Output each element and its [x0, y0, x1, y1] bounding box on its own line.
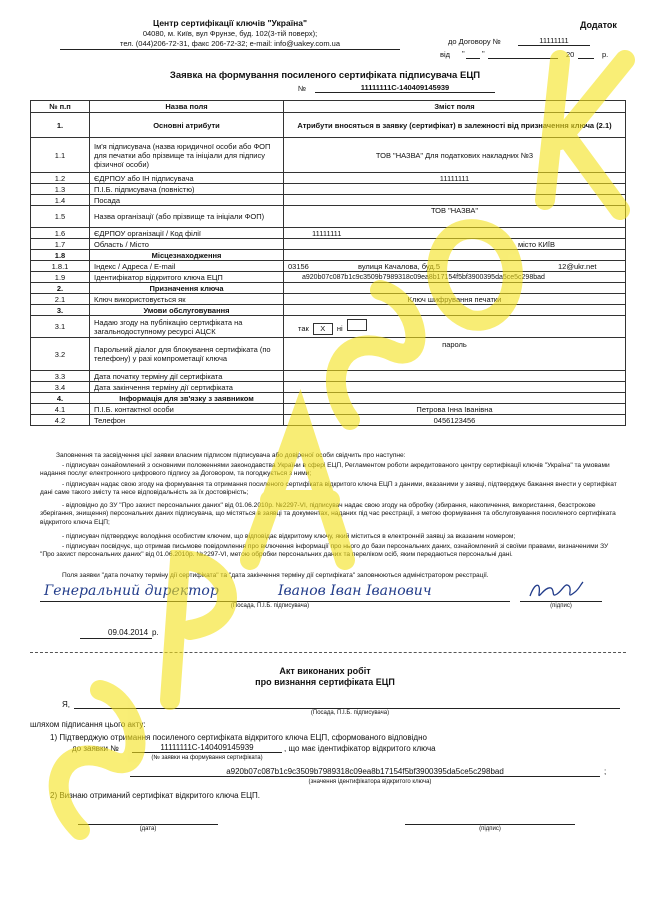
row-value — [284, 250, 626, 261]
row-value: 11111111 — [284, 173, 626, 184]
paragraph-intro: Заповнення та засвідчення цієї заявки власним підписом підписувача або довіреної особи свідчить про наступне: — [56, 452, 406, 459]
act-sign-line — [405, 824, 575, 825]
sign-line — [520, 601, 602, 602]
row-name: Ім'я підписувача (назва юридичної особи або ФОП для печатки або прізвище та ініціали для підпису фізичної особи) — [90, 138, 284, 173]
row-name: Область / Місто — [90, 239, 284, 250]
row-value: Ключ шифрування печатки — [284, 294, 626, 305]
row-num: 1.8.1 — [31, 261, 90, 272]
application-no-label: № — [298, 84, 307, 93]
table-row — [31, 272, 626, 283]
row-num: 1.5 — [31, 206, 90, 228]
signer-line — [40, 601, 510, 602]
row-name: Індекс / Адреса / E-mail — [90, 261, 284, 272]
table-row — [31, 415, 626, 426]
date-line — [80, 638, 152, 639]
row-value — [284, 316, 626, 338]
row-num: 1.9 — [31, 272, 90, 283]
act-application-number: 11111111С-140409145939 — [132, 743, 282, 753]
row-name: Дата закінчення терміну дії сертифіката — [90, 382, 284, 393]
date-month-line — [488, 50, 558, 59]
contract-number: 11111111 — [518, 36, 590, 46]
table-row — [31, 113, 626, 138]
year-suffix: р. — [602, 50, 609, 59]
table-row — [31, 305, 626, 316]
tear-line — [30, 652, 626, 653]
row-num: 4.1 — [31, 404, 90, 415]
row-value: пароль — [284, 338, 626, 371]
year-label: 20 — [566, 50, 575, 59]
row-value: ТОВ "НАЗВА" — [284, 206, 626, 228]
table-row — [31, 261, 626, 272]
act-ya-label: Я, — [62, 700, 70, 709]
row-name: ЄДРПОУ організації / Код філії — [90, 228, 284, 239]
row-name: Інформація для зв'язку з заявником — [90, 393, 284, 404]
paragraph-5: - підписувач посвідчує, що отримав письмове повідомлення про включення інформації про нього до бази персональних даних, ознайомлений зі своїми правами, визначеними ЗУ "Про захист персональних даних" від 01.06.2010р. №2297-VI, метою обробки персональних даних та переліком осіб, яким передаються персональні дані. — [40, 543, 609, 559]
application-number: 11111111С-140409145939 — [315, 83, 495, 93]
row-name: Місцезнаходження — [90, 250, 284, 261]
table-row — [31, 294, 626, 305]
row-name: П.І.Б. підписувача (повністю) — [90, 184, 284, 195]
row-name: Надаю згоду на публікацію сертифіката на загальнодоступному ресурсі АЦСК — [90, 316, 284, 338]
row-num: 4.2 — [31, 415, 90, 426]
act-date-line — [78, 824, 218, 825]
row-name: Призначення ключа — [90, 283, 284, 294]
consent-no-checkbox[interactable] — [347, 319, 367, 331]
row-num: 2.1 — [31, 294, 90, 305]
act-intro: шляхом підписання цього акту: — [30, 720, 146, 729]
street-address: вулиця Качалова, буд.5 — [358, 261, 440, 271]
handwritten-name: Іванов Іван Іванович — [278, 583, 432, 599]
head-value: Зміст поля — [284, 101, 626, 113]
signature-date: 09.04.2014 — [108, 628, 149, 637]
consent-yes-checkbox[interactable]: X — [313, 323, 333, 335]
paragraph-2: - підписувач надає свою згоду на формування та отримання посиленого сертифіката відкритого ключа ЕЦП з даними, вказаними у заявці, підтверджує бажання внести у сертифікат дані саме такого змісту та несе відповідальність за їх достовірність; — [40, 481, 617, 497]
row-num: 1.7 — [31, 239, 90, 250]
paragraph-3: - відповідно до ЗУ "Про захист персональних даних" від 01.06.2010р. №2297-VI, підписувач надає свою згоду на обробку (збирання, накопичення, використання, безстрокове зберігання, знищення) персональних даних підписувача, що містяться в заявці та документах, наданих під час реєстрації, з метою формування та обслуговування посиленого сертифіката відкритого ключа ЕЦП; — [40, 502, 616, 526]
date-suffix: р. — [152, 628, 159, 637]
table-row — [31, 371, 626, 382]
table-row — [31, 283, 626, 294]
row-num: 1.1 — [31, 138, 90, 173]
handwritten-position: Генеральний директор — [44, 583, 219, 599]
act-item1-b: до заявки № — [72, 744, 119, 753]
center-address: 04080, м. Київ, вул Фрунзе, буд. 102(3-тій поверх); — [142, 29, 318, 38]
row-num: 4. — [31, 393, 90, 404]
table-row — [31, 206, 626, 228]
row-num: 3. — [31, 305, 90, 316]
row-num: 3.3 — [31, 371, 90, 382]
head-name: Назва поля — [90, 101, 284, 113]
act-sign-caption: (підпис) — [479, 826, 501, 832]
row-value — [284, 305, 626, 316]
document-title: Заявка на формування посиленого сертифіката підписувача ЕЦП — [169, 70, 481, 81]
row-name: Ідентифікатор відкритого ключа ЕЦП — [90, 272, 284, 283]
row-num: 1. — [31, 113, 90, 138]
paragraph-6: Поля заявки "дата початку терміну дії сертифіката" та "дата закінчення терміну дії сертифіката" заповнюються адміністратором реєстрації. — [62, 572, 489, 579]
wm-letter-shape — [59, 690, 136, 830]
row-name: ЄДРПОУ або ІН підписувача — [90, 173, 284, 184]
date-quote-close: " — [482, 49, 485, 58]
wm-letter — [90, 779, 91, 781]
act-item1-a: 1) Підтверджую отримання посиленого сертифіката відкритого ключа ЕЦП, сформованого відповідно — [50, 733, 427, 742]
act-title-2: про визнання сертифіката ЕЦП — [255, 677, 395, 687]
row-value: Петрова Інна Іванівна — [284, 404, 626, 415]
table-row — [31, 338, 626, 371]
row-value — [284, 371, 626, 382]
table-row — [31, 239, 626, 250]
consent-no-label: ні — [336, 324, 343, 333]
contract-label: до Договору № — [448, 37, 501, 46]
appendix-label: Додаток — [580, 20, 617, 30]
consent-yes-label: так — [298, 324, 309, 333]
application-table — [30, 100, 626, 426]
row-num: 1.6 — [31, 228, 90, 239]
table-row — [31, 138, 626, 173]
row-num: 1.8 — [31, 250, 90, 261]
row-value — [284, 261, 626, 272]
row-num: 1.3 — [31, 184, 90, 195]
table-row — [31, 316, 626, 338]
table-row — [31, 382, 626, 393]
date-from-label: від — [440, 50, 451, 59]
row-name: Дата початку терміну дії сертифіката — [90, 371, 284, 382]
row-name: Посада — [90, 195, 284, 206]
row-value — [284, 382, 626, 393]
table-row — [31, 393, 626, 404]
postal-index: 03156 — [288, 261, 309, 271]
date-day-line — [466, 50, 480, 59]
act-ya-line — [74, 708, 620, 709]
center-contacts: тел. (044)206-72-31, факс 206-72-32; e-mail: info@uakey.com.ua — [60, 39, 400, 50]
row-value — [284, 195, 626, 206]
paragraph-1: - підписувач ознайомлений з основними положеннями законодавства України в сфері ЕЦП, Регламентом роботи акредитованого центру сертифікації ключів "Україна" та умовами надання послуг електронного цифрового підпису за Договором, та погоджується з ними; — [40, 462, 610, 478]
header-block — [60, 18, 400, 50]
act-title-1: Акт виконаних робіт — [279, 666, 371, 676]
table-row — [31, 184, 626, 195]
email-value: 12@ukr.net — [558, 261, 597, 271]
row-name: П.І.Б. контактної особи — [90, 404, 284, 415]
row-value — [284, 393, 626, 404]
row-name: Основні атрибути — [90, 113, 284, 138]
table-row — [31, 404, 626, 415]
row-name: Умови обслуговування — [90, 305, 284, 316]
row-name: Парольний діалог для блокування сертифіката (по телефону) у разі компрометації ключа — [90, 338, 284, 371]
row-name: Ключ використовується як — [90, 294, 284, 305]
center-name: Центр сертифікації ключів "Україна" — [153, 18, 307, 28]
act-key-end: ; — [604, 767, 607, 776]
row-value: місто КИЇВ — [284, 239, 626, 250]
row-name: Назва організації (або прізвище та ініціали ФОП) — [90, 206, 284, 228]
wm-letter — [190, 619, 191, 621]
row-num: 3.1 — [31, 316, 90, 338]
row-value: 11111111 — [284, 228, 626, 239]
table-row — [31, 173, 626, 184]
row-num: 1.4 — [31, 195, 90, 206]
row-value: a920b07c087b1c9c3509b7989318c09ea8b17154f5bf3900395da5ce5c298bad — [284, 272, 626, 283]
row-num: 3.4 — [31, 382, 90, 393]
row-value — [284, 283, 626, 294]
date-quote-open: " — [462, 49, 465, 58]
head-num: № п.п — [31, 101, 90, 113]
row-num: 2. — [31, 283, 90, 294]
act-date-caption: (дата) — [139, 826, 157, 832]
table-row — [31, 228, 626, 239]
row-value — [284, 184, 626, 195]
act-item2: 2) Визнаю отриманий сертифікат відкритого ключа ЕЦП. — [50, 791, 261, 800]
row-value: 0456123456 — [284, 415, 626, 426]
act-ya-caption: (Посада, П.І.Б. підписувача) — [310, 710, 390, 716]
act-key-caption: (значення ідентифікатора відкритого ключа) — [308, 779, 432, 785]
act-number-caption: (№ заявки на формування сертифіката) — [151, 755, 263, 761]
row-name: Телефон — [90, 415, 284, 426]
position-caption: (Посада, П.І.Б. підписувача) — [230, 603, 310, 609]
row-num: 1.2 — [31, 173, 90, 184]
row-num: 3.2 — [31, 338, 90, 371]
paragraph-4: - підписувач підтверджує володіння особистим ключем, що відповідає відкритому ключу, який міститься в електронній заявці за вказаним номером; — [62, 533, 516, 540]
act-key-id: a920b07c087b1c9c3509b7989318c09ea8b17154f5bf3900395da5ce5c298bad — [130, 767, 600, 777]
table-row — [31, 250, 626, 261]
row-value: ТОВ "НАЗВА" Для податкових накладних №3 — [284, 138, 626, 173]
act-item1-c: , що має ідентифікатор відкритого ключа — [284, 744, 436, 753]
year-line — [578, 50, 594, 59]
row-value: Атрибути вносяться в заявку (сертифікат) в залежності від призначення ключа (2.1) — [284, 113, 626, 138]
table-row — [31, 195, 626, 206]
sign-caption: (підпис) — [550, 603, 572, 609]
